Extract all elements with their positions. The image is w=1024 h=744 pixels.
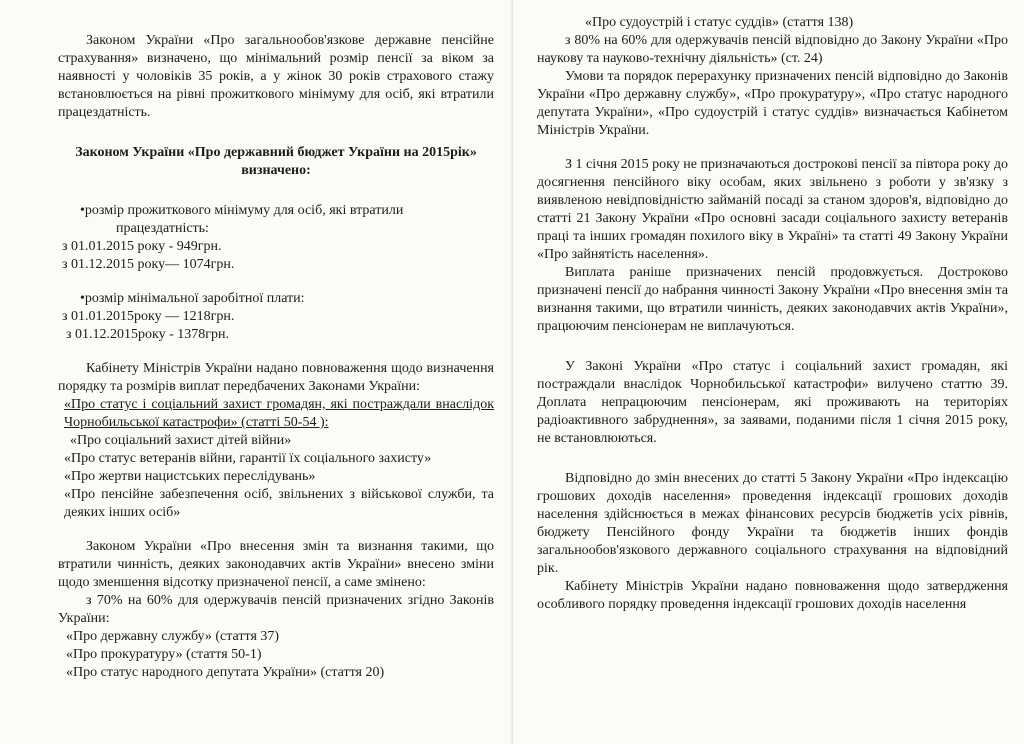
paragraph-min-pension: Законом України «Про загальнообов'язкове державне пенсійне страхування» визначено, що мінімальний розмір пенсії за віком за наявності у чоловіків 35 років, а у жінок 30 років страхового стажу встановлюється на рівні прожиткового мінімуму для осіб, які втратили працездатність. bbox=[58, 33, 494, 120]
bullet-minimum-wage: •розмір мінімальної заробітної плати: bbox=[80, 291, 305, 306]
bullet-subsistence-minimum bbox=[58, 202, 494, 238]
wage-line-1: з 01.01.2015року — 1218грн. bbox=[62, 309, 235, 324]
list-item-prosecution: «Про прокуратуру» (стаття 50-1) bbox=[66, 647, 262, 662]
list-item-civil-service: «Про державну службу» (стаття 37) bbox=[66, 629, 280, 644]
law-chornobyl: «Про статус і соціальний захист громадян, які постраждали внаслідок Чорнобильської катастрофи» (статті 50-54 ): bbox=[64, 397, 494, 430]
right-page bbox=[512, 0, 1024, 744]
law-war-veterans: «Про статус ветеранів війни, гарантії їх соціального захисту» bbox=[64, 451, 432, 466]
paragraph-amendments: Законом України «Про внесення змін та визнання такими, що втратили чинність, деяких законодавчих актів України» внесено зміни щодо зменшення відсотку призначеної пенсії, а саме змінено: bbox=[58, 539, 494, 590]
paragraph-recalculation: Умови та порядок перерахунку призначених пенсій відповідно до Законів України «Про державну службу», «Про прокуратуру», «Про статус народного депутата України», «Про судоустрій і статус суддів» визначається Кабінетом Міністрів України. bbox=[537, 69, 1008, 138]
subsistence-line-2: з 01.12.2015 року— 1074грн. bbox=[62, 257, 235, 272]
law-nazi-victims: «Про жертви нацистських переслідувань» bbox=[64, 469, 316, 484]
bullet-text: •розмір прожиткового мінімуму для осіб, які втратили bbox=[80, 203, 404, 218]
paragraph-indexation: Відповідно до змін внесених до статті 5 Закону України «Про індексацію грошових доходів населення» проведення індексації грошових доходів населення здійснюється в межах фінансових ресурсів бюджетів усіх рівнів, бюджету Пенсійного фонду України та бюджетів інших фондів загальнообов'язкового державного соціального страхування на відповідний рік. bbox=[537, 471, 1008, 576]
list-item-judiciary: «Про судоустрій і статус суддів» (стаття 138) bbox=[585, 15, 854, 30]
law-children-of-war: «Про соціальний захист дітей війни» bbox=[70, 433, 292, 448]
paragraph-cabinet-authority: Кабінету Міністрів України надано повноваження щодо визначення порядку та розмірів виплат передбачених Законами України: bbox=[58, 361, 494, 394]
subsistence-line-1: з 01.01.2015 року - 949грн. bbox=[62, 239, 222, 254]
paragraph-early-pensions: З 1 січня 2015 року не призначаються дострокові пенсії за півтора року до досягнення пенсійного віку особам, яких звільнено з роботи у зв'язку з виявленою невідповідністю займаній посаді за станом здоров'я, відповідно до статті 21 Закону України «Про основні засади соціального захисту ветеранів праці та інших громадян похилого віку в Україні» та статті 49 Закону України «Про зайнятість населення». bbox=[537, 157, 1008, 262]
paragraph-70-to-60: з 70% на 60% для одержувачів пенсій призначених згідно Законів України: bbox=[58, 593, 494, 626]
paragraph-80-to-60: з 80% на 60% для одержувачів пенсій відповідно до Закону України «Про наукову та науково-технічну діяльність» (ст. 24) bbox=[537, 33, 1008, 66]
paragraph-payment-continues: Виплата раніше призначених пенсій продовжується. Достроково призначені пенсії до набрання чинності Закону України «Про внесення змін та визнання такими, що втратили чинність, деяких законодавчих актів України», працюючим пенсіонерам не виплачуються. bbox=[537, 265, 1008, 334]
budget-heading: Законом України «Про державний бюджет України на 2015рік» визначено: bbox=[75, 145, 477, 178]
list-item-deputy-status: «Про статус народного депутата України» (стаття 20) bbox=[66, 665, 385, 680]
paragraph-chornobyl-changes: У Законі України «Про статус і соціальний захист громадян, які постраждали внаслідок Чорнобильської катастрофи» вилучено статтю 39. Доплата непрацюючим пенсіонерам, які проживають на територіях радіоактивного забруднення», за заявами, поданими після 1 січня 2015 року, не встановлюються. bbox=[537, 359, 1008, 446]
law-military-pension: «Про пенсійне забезпечення осіб, звільнених з військової служби, та деяких інших осіб» bbox=[64, 487, 494, 520]
wage-line-2: з 01.12.2015року - 1378грн. bbox=[66, 327, 230, 342]
bullet-continuation: працездатність: bbox=[116, 221, 209, 236]
paragraph-indexation-authority: Кабінету Міністрів України надано повноваження щодо затвердження особливого порядку проведення індексації грошових доходів населення bbox=[537, 579, 1008, 612]
